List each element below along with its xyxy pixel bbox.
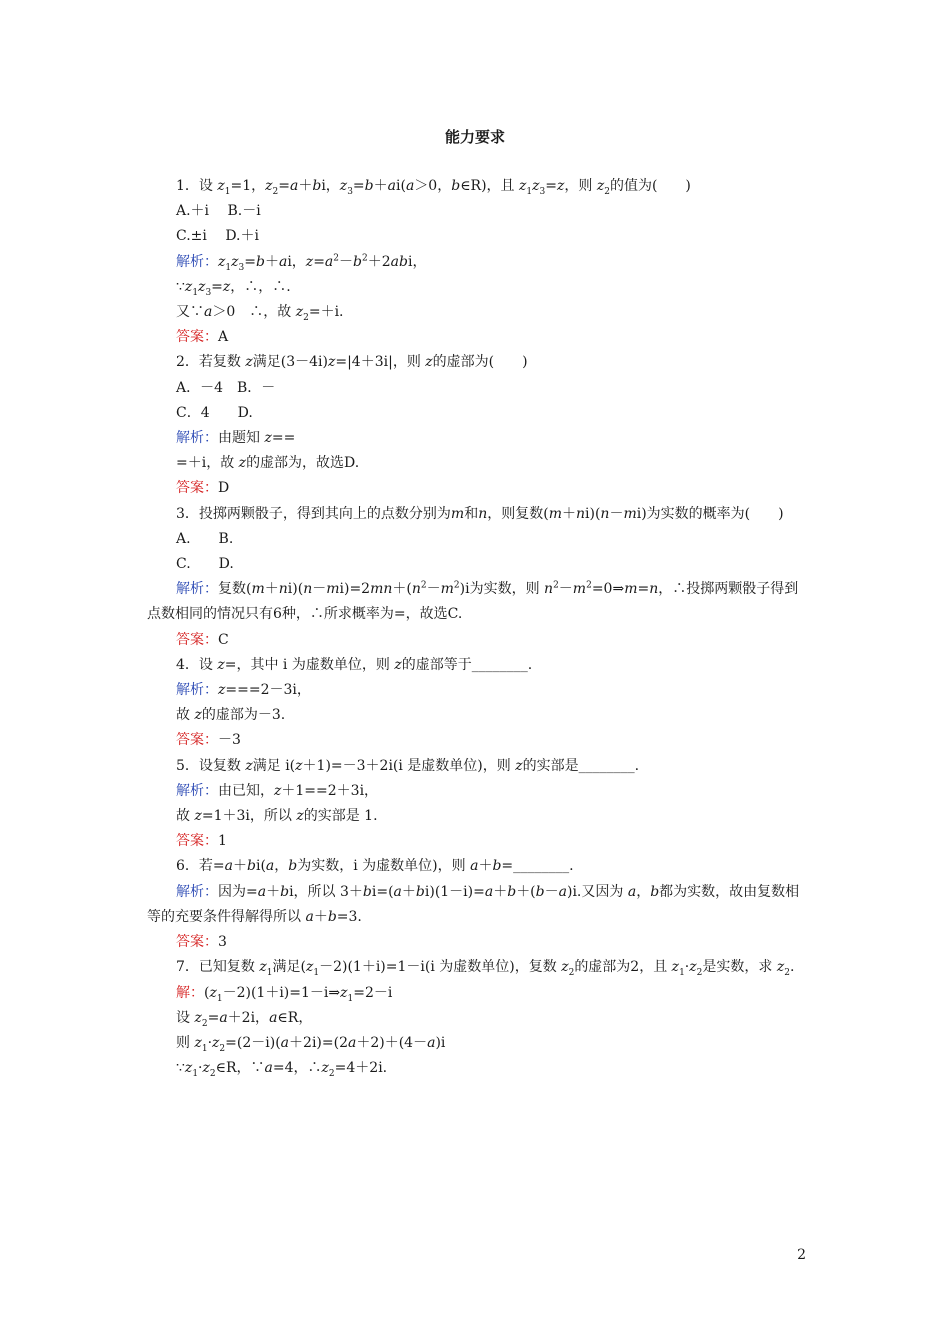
question-2-analysis: 解析：由题知 z== [176, 430, 296, 447]
question-5-stem: 5．设复数 z满足 i(z＋1)=－3＋2i(i 是虚数单位)，则 z的实部是________. [176, 757, 640, 774]
question-1-analysis: 解析：$z_1z_3=b+ai$，$z=a^2-b^2+2abi$， [176, 252, 427, 273]
question-6-answer: 答案：3 [176, 934, 227, 951]
question-4-stem: 4．设 z=，其中 i 为虚数单位，则 z的虚部等于________. [176, 656, 533, 673]
question-7-solution-product: 则 $z_1\cdot z_2=(2-i)(a+2i)=(2a+2)+(4-a)i$ [176, 1034, 446, 1054]
answer-label: 答案： [176, 329, 218, 346]
answer-label: 答案： [176, 833, 218, 850]
question-2-analysis-line2: =＋i，故 z的虚部为，故选D. [176, 455, 360, 472]
question-3-answer: 答案：C [176, 631, 229, 648]
question-6-stem: 6．若=a＋bi(a，b为实数，i 为虚数单位)，则 a＋b=________. [176, 858, 574, 875]
page-number: 2 [797, 1247, 806, 1263]
answer-label: 答案： [176, 732, 218, 749]
question-2-options-cd: C．4 D. [176, 404, 253, 421]
question-6-analysis: 解析：因为=a＋bi，所以 3＋bi=(a＋bi)(1－i)=a＋b＋(b－a)i.又因为 a，b都为实数，故由复数相等的充要条件得解得所以 a＋b=3. [147, 883, 800, 925]
page-title: 能力要求 [444, 128, 505, 146]
analysis-label: 解析： [176, 883, 218, 900]
question-2-answer: 答案：D [176, 480, 230, 497]
question-2-options-ab: A．－4 B．－ [176, 379, 276, 396]
question-4-answer: 答案：－3 [176, 732, 241, 749]
question-1-stem: 1．设 $z_1=1$，$z_2=a+bi$，$z_3=b+ai(a>0$，b∈R)，且 $z_1z_3=z$，则 $z_2$的值为( ) [176, 178, 691, 197]
analysis-label: 解析： [176, 253, 218, 270]
question-3-options-ab: A. B. [176, 530, 234, 547]
analysis-label: 解析： [176, 430, 218, 447]
solution-label: 解： [176, 984, 204, 1001]
analysis-label: 解析： [176, 782, 218, 799]
question-1-options-ab: A.＋i B.－i [176, 203, 261, 220]
analysis-label: 解析： [176, 682, 218, 699]
question-5-analysis-line2: 故 z=1＋3i，所以 z的实部是 1. [176, 808, 378, 825]
question-4-analysis: 解析：z===2－3i， [176, 682, 311, 699]
question-7-solution-set: 设 $z_2=a+2i$，a∈R， [176, 1009, 313, 1029]
question-3-options-cd: C. D. [176, 556, 234, 573]
question-3-stem: 3．投掷两颗骰子，得到其向上的点数分别为m和n，则复数(m＋ni)(n－mi)为实数的概率为( ) [176, 505, 784, 522]
analysis-label: 解析： [176, 581, 218, 598]
exercise-content [147, 174, 809, 1081]
question-4-analysis-line2: 故 z的虚部为－3. [176, 707, 286, 724]
question-1-analysis-conclusion: 又∵a＞0 ∴，故 $z_2=+i$. [176, 304, 344, 323]
answer-label: 答案： [176, 934, 218, 951]
question-7-stem: 7．已知复数 $z_1$满足$(z_1-2)(1+i)=1-i(i$ 为虚数单位)，复数 $z_2$的虚部为2，且 $z_1\cdot z_2$是实数，求 $z_2$. [176, 959, 795, 979]
question-5-answer: 答案：1 [176, 833, 227, 850]
question-5-analysis: 解析：由已知，z＋1==2＋3i， [176, 782, 379, 799]
question-2-stem: 2．若复数 z满足(3－4i)z=|4＋3i|，则 z的虚部为( ) [176, 354, 528, 371]
question-3-analysis: 解析：复数$(m+ni)(n-mi)=2mn+(n^2-m^2)i$为实数，则 $n^2-m^2=0\Rightarrow m=n$，∴投掷两颗骰子得到点数相同的情况只有6种，∴所求概率为=，故选C. [147, 580, 799, 623]
question-7-solution: 解：$(z_1-2)(1+i)=1-i\Rightarrow z_1=2-i$ [176, 984, 393, 1004]
answer-label: 答案： [176, 480, 218, 497]
question-7-solution-conclusion: $\because z_1\cdot z_2\in R$，∵a=4，$\therefore z_2=4+2i$. [176, 1060, 388, 1079]
question-1-options-cd: C.±i D.＋i [176, 228, 259, 245]
question-1-analysis-since: $\because z_1z_3=z$，∴，∴. [176, 278, 291, 298]
answer-label: 答案： [176, 631, 218, 648]
question-1-answer: 答案：A [176, 329, 229, 346]
